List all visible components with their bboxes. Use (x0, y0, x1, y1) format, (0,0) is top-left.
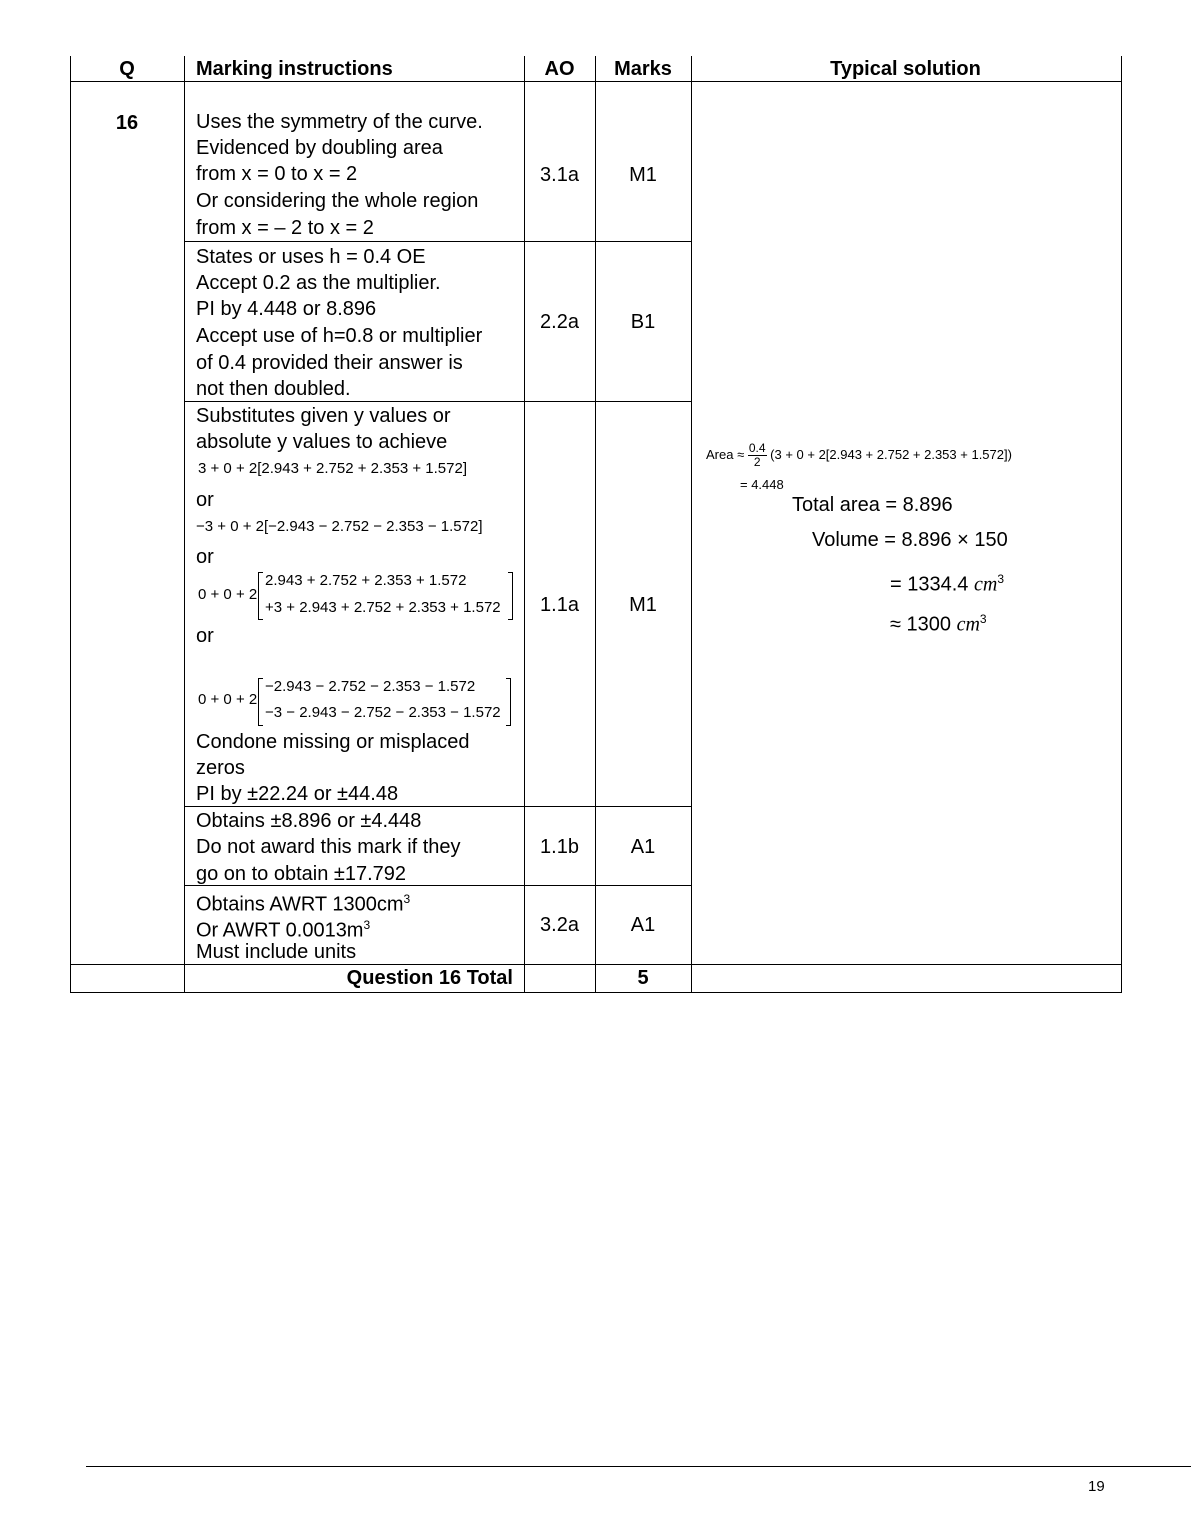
question-number: 16 (115, 112, 139, 134)
volume: Volume = 8.896 × 150 (812, 529, 1008, 551)
page-number: 19 (1088, 1478, 1105, 1495)
row-3-mark: M1 (629, 594, 657, 616)
row-5-ao: 3.2a (540, 914, 579, 936)
header-marks: Marks (614, 58, 672, 80)
header-ao: AO (544, 58, 575, 80)
total-label: Question 16 Total (346, 967, 513, 989)
row-4-mark: A1 (630, 836, 656, 858)
row-1-ao: 3.1a (540, 164, 579, 186)
expression-2: −3 + 0 + 2[−2.943 − 2.752 − 2.353 − 1.572] (196, 518, 483, 535)
header-marking-instructions: Marking instructions (196, 58, 393, 80)
total-marks: 5 (637, 967, 649, 989)
header-q: Q (119, 58, 135, 80)
footer-rule (86, 1466, 1191, 1467)
expression-1: 3 + 0 + 2[2.943 + 2.752 + 2.353 + 1.572] (198, 460, 467, 477)
header-typical-solution: Typical solution (830, 58, 981, 80)
mark-scheme-page: Q Marking instructions AO Marks Typical solution 16 Uses the symmetry of the curve. Evidenced by doubling area from x = 0 to x = 2 Or considering the whole region from x = – 2 to x = 2 3.1a M1 States or uses h = 0.4 OE Accept 0.2 as the multiplier. PI by 4.448 or 8.896 Accept use of h=0.8 or multiplier of 0.4 provided their answer is not then doubled. 2.2a B1 Substitutes given y values or absolute y values to achieve 3 + 0 + 2[2.943 + 2.752 + 2.353 + 1.572] or −3 + 0 + 2[−2.943 − 2.752 − 2.353 − 1.572] or 0 + 0 + 2 2.943 + 2.752 + 2.353 + 1.572 +3 + 2.943 + 2.752 + 2.353 + 1.572 or 0 + 0 + 2 −2.943 − 2.752 − 2.353 − 1.572 −3 − 2.943 − 2.752 − 2.353 − 1.572 Condone missing or misplaced zeros PI by ±22.24 or ±44.48 1.1a M1 Obtains ±8.896 or ±4.448 Do not award this mark if they go on to obtain ±17.792 1.1b A1 Obtains AWRT $1300cm^3$ Or AWRT $0.0013m^3$ Must include units 3.2a A1 Question 16 Total 5 Area ≈ $\frac{0.4}{2}$ (3 + 0 + 2[2.943 + 2.752 + 2.353 + 1.572]) = 4.448 Total area = 8.896 Volume = 8.896 × 150 = 1334.4 $cm^3$ ≈ 1300 $cm^3$ 19 (0, 0, 1191, 1518)
row-1-mark: M1 (629, 164, 657, 186)
total-area: Total area = 8.896 (792, 494, 953, 516)
row-5-mark: A1 (630, 914, 656, 936)
row-4-ao: 1.1b (540, 836, 579, 858)
row-2-ao: 2.2a (540, 311, 579, 333)
row-3-ao: 1.1a (540, 594, 579, 616)
row-2-mark: B1 (630, 311, 656, 333)
